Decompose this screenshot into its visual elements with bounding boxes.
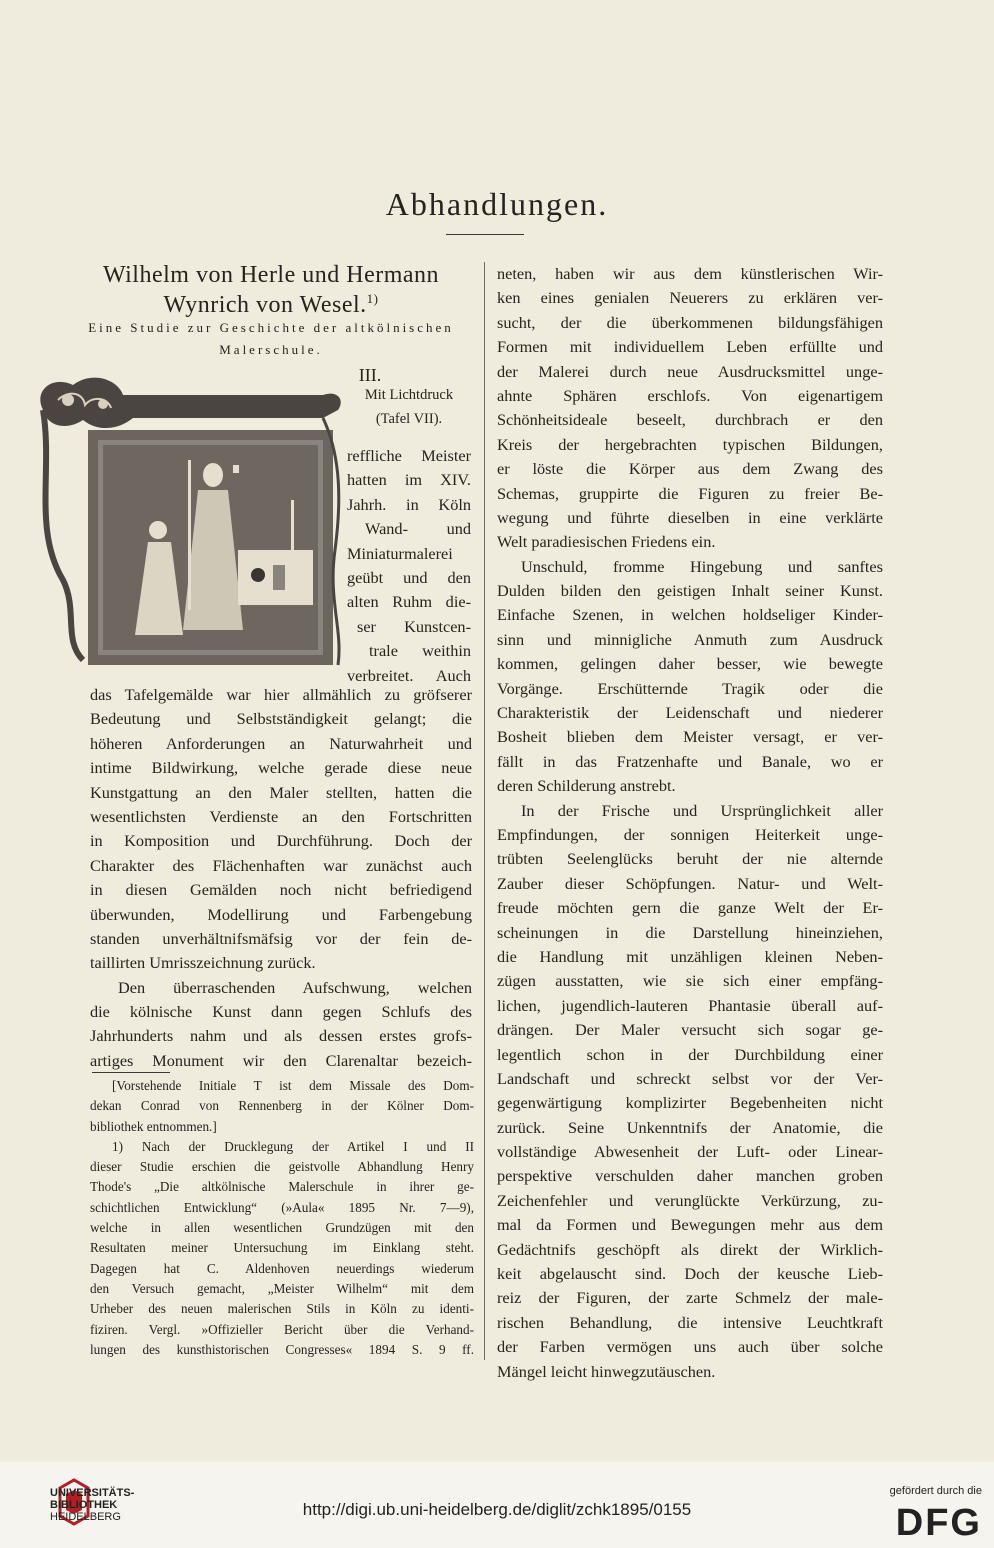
text-line: die kölnische Kunst dann gegen Schlufs des [90, 1002, 472, 1022]
text-line: Zauber dieser Schöpfungen. Natur- und Welt- [497, 873, 883, 893]
footnote-line: Urheber des neuen malerischen Stils in Köln zu identi- [90, 1301, 474, 1317]
footnote-line: lungen des kunsthistorischen Congresses« 1894 S. 9 ff. [90, 1341, 474, 1357]
text-line: artiges Monument wir den Clarenaltar bezeich- [90, 1050, 472, 1070]
plate-note-line1: Mit Lichtdruck [364, 387, 454, 403]
text-line: Unschuld, fromme Hingebung und sanftes [521, 556, 883, 576]
text-line: Wand- und [365, 519, 471, 539]
article-subtitle-line2: Malerschule. [219, 342, 323, 357]
text-line: verbreitet. Auch [347, 665, 471, 685]
text-line: Schönheitsideale beseelt, durchbrach er den [497, 410, 883, 430]
footnote-line: fiziren. Vergl. »Offizieller Bericht über die Verhand- [90, 1321, 474, 1337]
footnote-line: 1) Nach der Drucklegung der Artikel I und II [112, 1138, 474, 1154]
text-line: Jahrhunderts nahm und als dessen erstes grofs- [90, 1026, 472, 1046]
footnote-rule [92, 1072, 170, 1073]
text-line: sinn und minnigliche Anmuth zum Ausdruck [497, 629, 883, 649]
text-line: kommen, gelingen daher besser, wie bewegte [497, 654, 883, 674]
text-line: Miniaturmalerei [347, 543, 453, 563]
text-line: Bosheit blieben dem Meister versagt, er ver- [497, 727, 883, 747]
section-title: Abhandlungen. [385, 186, 609, 222]
text-line: trübten Seelenglücks beruht der nie alternde [497, 849, 883, 869]
text-line: standen unverhältnifsmäfsig vor der fein de- [90, 928, 472, 948]
text-line: wesentlichsten Verdienste an den Fortschritten [90, 806, 472, 826]
text-line: reffliche Meister [347, 446, 471, 465]
column-divider [484, 262, 485, 1360]
dfg-logo[interactable]: DFG [895, 1502, 982, 1544]
footnote-line: dekan Conrad von Rennenberg in der Kölner Dom- [90, 1098, 474, 1114]
text-line: Formen mit individuellem Leben erfüllte und [497, 337, 883, 357]
footnote-line: Resultaten meiner Untersuchung im Einklang steht. [90, 1240, 474, 1256]
text-line: Welt paradiesischen Friedens ein. [497, 532, 716, 552]
plate-note-line2: (Tafel VII). [375, 411, 443, 427]
text-line: Empfindungen, der sonnigen Heiterkeit unge- [497, 824, 883, 844]
text-line: Kunstgattung an den Maler stellten, hatten die [90, 782, 472, 802]
left-column-body [90, 683, 472, 1073]
right-column-body [497, 262, 883, 1384]
text-line: Landschaft und schreckt selbst vor der Ver- [497, 1068, 883, 1088]
text-line: Charakter des Flächenhaften war zunächst auch [90, 855, 472, 875]
text-line: taillirten Umrisszeichnung zurück. [90, 953, 316, 973]
text-line: sucht, der die überkommenen bildungsfähigen [497, 312, 883, 332]
text-line: Einfache Szenen, in welchen holdseliger Kinder- [497, 605, 883, 625]
footnote-line: den Versuch gemacht, „Meister Wilhelm“ mit dem [90, 1280, 474, 1296]
article-title-line2: Wynrich von Wesel.$^{1)}$ [163, 291, 379, 318]
text-line: In der Frische und Ursprünglichkeit aller [521, 800, 883, 820]
text-line: neten, haben wir aus dem künstlerischen Wir- [497, 264, 883, 283]
article-subtitle-line1: Eine Studie zur Geschichte der altkölnischen [88, 320, 454, 335]
text-line: keit abgelauscht sind. Doch der keusche Lieb- [497, 1264, 883, 1284]
text-line: mal da Formen und Bewegungen mehr aus dem [497, 1215, 883, 1235]
footnote-line: Thode's „Die altkölnische Malerschule in ihrer ge- [90, 1179, 474, 1195]
text-line: zügen ausstatten, wie sie sich einer empfäng- [497, 971, 883, 991]
text-line: Schemas, gruppirte die Figuren zu freier Be- [497, 483, 883, 503]
library-name-line2: BIBLIOTHEK [50, 1499, 118, 1511]
text-line: fällt in das Fratzenhafte und Banale, wo er [497, 751, 883, 771]
text-line: legentlich schon in der Durchbildung einer [497, 1044, 883, 1064]
text-line: er löste die Körper aus dem Zwang des [497, 459, 883, 479]
text-line: ser Kunstcen- [357, 616, 471, 636]
text-line: Jahrh. in Köln [347, 494, 471, 514]
footnote-line: schichtlichen Entwicklung“ (»Aula« 1895 Nr. 7—9), [90, 1199, 474, 1215]
text-line: alten Ruhm die- [347, 592, 471, 612]
part-number: III. [358, 365, 382, 385]
text-line: rischen Behandlung, die intensive Leuchtkraft [497, 1312, 883, 1332]
text-line: scheinungen in die Darstellung hineinziehen, [497, 922, 883, 942]
text-line: Mängel leicht hinwegzutäuschen. [497, 1361, 716, 1381]
text-line: der Malerei durch neue Ausdrucksmittel unge- [497, 361, 883, 381]
library-name-line3: HEIDELBERG [50, 1511, 121, 1523]
text-line: Zeichenfehler und verunglückte Verkürzung, zu- [497, 1190, 883, 1210]
text-line: freude möchten gern die ganze Welt der Er- [497, 898, 883, 918]
footnote-line: Dagegen hat C. Aldenhoven neuerdings wiederum [90, 1260, 474, 1276]
text-line: ahnte Sphären erschlofs. Von eigenartigem [497, 385, 883, 405]
funded-by-label: gefördert durch die [889, 1485, 982, 1497]
text-line: vollständige Abwesenheit der Luft- oder Linear- [497, 1142, 883, 1162]
text-line: überwunden, Modellirung und Farbengebung [90, 904, 472, 924]
text-line: ken eines genialen Neuerers zu erklären ver- [497, 288, 883, 308]
text-line: perspektive verschulden daher manchen groben [497, 1166, 883, 1186]
text-line: Dulden bilden den geistigen Inhalt seiner Kunst. [497, 581, 883, 601]
text-line: drängen. Der Maler versucht sich sogar ge- [497, 1020, 883, 1040]
text-line: Vorgänge. Erschütternde Tragik oder die [497, 678, 883, 698]
footnote-line: welche in allen wesentlichen Grundzügen mit den [90, 1220, 474, 1236]
text-line: der Farben vermögen uns auch über solche [497, 1337, 883, 1357]
text-line: die Handlung mit unzähligen kleinen Neben- [497, 946, 883, 966]
title-footnote-mark: 1) [366, 291, 379, 306]
text-line: hatten im XIV. [347, 470, 471, 490]
source-url-link[interactable]: http://digi.ub.uni-heidelberg.de/diglit/zchk1895/0155 [302, 1500, 692, 1519]
text-line: gegenwärtigung komplizirter Begebenheiten nicht [497, 1093, 883, 1113]
text-line: trale weithin [369, 641, 471, 661]
library-name-line1: UNIVERSITÄTS- [50, 1487, 135, 1499]
text-line: höheren Anforderungen an Naturwahrheit und [90, 733, 472, 753]
title-rule [446, 234, 524, 235]
text-line: Charakteristik der Leidenschaft und niederer [497, 703, 883, 723]
text-line: zurück. Seine Unkenntnifs der Anatomie, die [497, 1117, 883, 1137]
text-line: in diesen Gemälden noch nicht befriedigend [90, 880, 472, 900]
text-line: reiz der Figuren, der zarte Schmelz der male- [497, 1288, 883, 1308]
footnotes [90, 1076, 474, 1360]
text-line: wegung und führte dieselben in eine verklärte [497, 507, 883, 527]
footnote-line: bibliothek entnommen.] [90, 1118, 217, 1134]
footnote-line: [Vorstehende Initiale T ist dem Missale des Dom- [112, 1078, 474, 1093]
text-line: lichen, jugendlich-lauteren Phantasie überall auf- [497, 995, 883, 1015]
article-title-line1: Wilhelm von Herle und Hermann [102, 262, 440, 288]
text-line: Bedeutung und Selbstständigkeit gelangt; die [90, 709, 472, 729]
initial-wrap-text [347, 444, 471, 688]
text-line: in Komposition und Durchführung. Doch der [90, 831, 472, 851]
text-line: Gedächtnifs geschöpft als direkt der Wirklich- [497, 1239, 883, 1259]
text-line: deren Schilderung anstrebt. [497, 776, 676, 796]
text-line: intime Bildwirkung, welche gerade diese neue [90, 758, 472, 778]
text-line: Kreis der hergebrachten typischen Bildungen, [497, 434, 883, 454]
footnote-line: dieser Studie erschien die geistvolle Abhandlung Henry [90, 1159, 474, 1175]
text-line: Den überraschenden Aufschwung, welchen [118, 977, 472, 997]
decorated-initial-t-image [23, 370, 348, 675]
text-line: geübt und den [347, 567, 471, 587]
text-line: das Tafelgemälde war hier allmählich zu gröfserer [90, 685, 472, 704]
